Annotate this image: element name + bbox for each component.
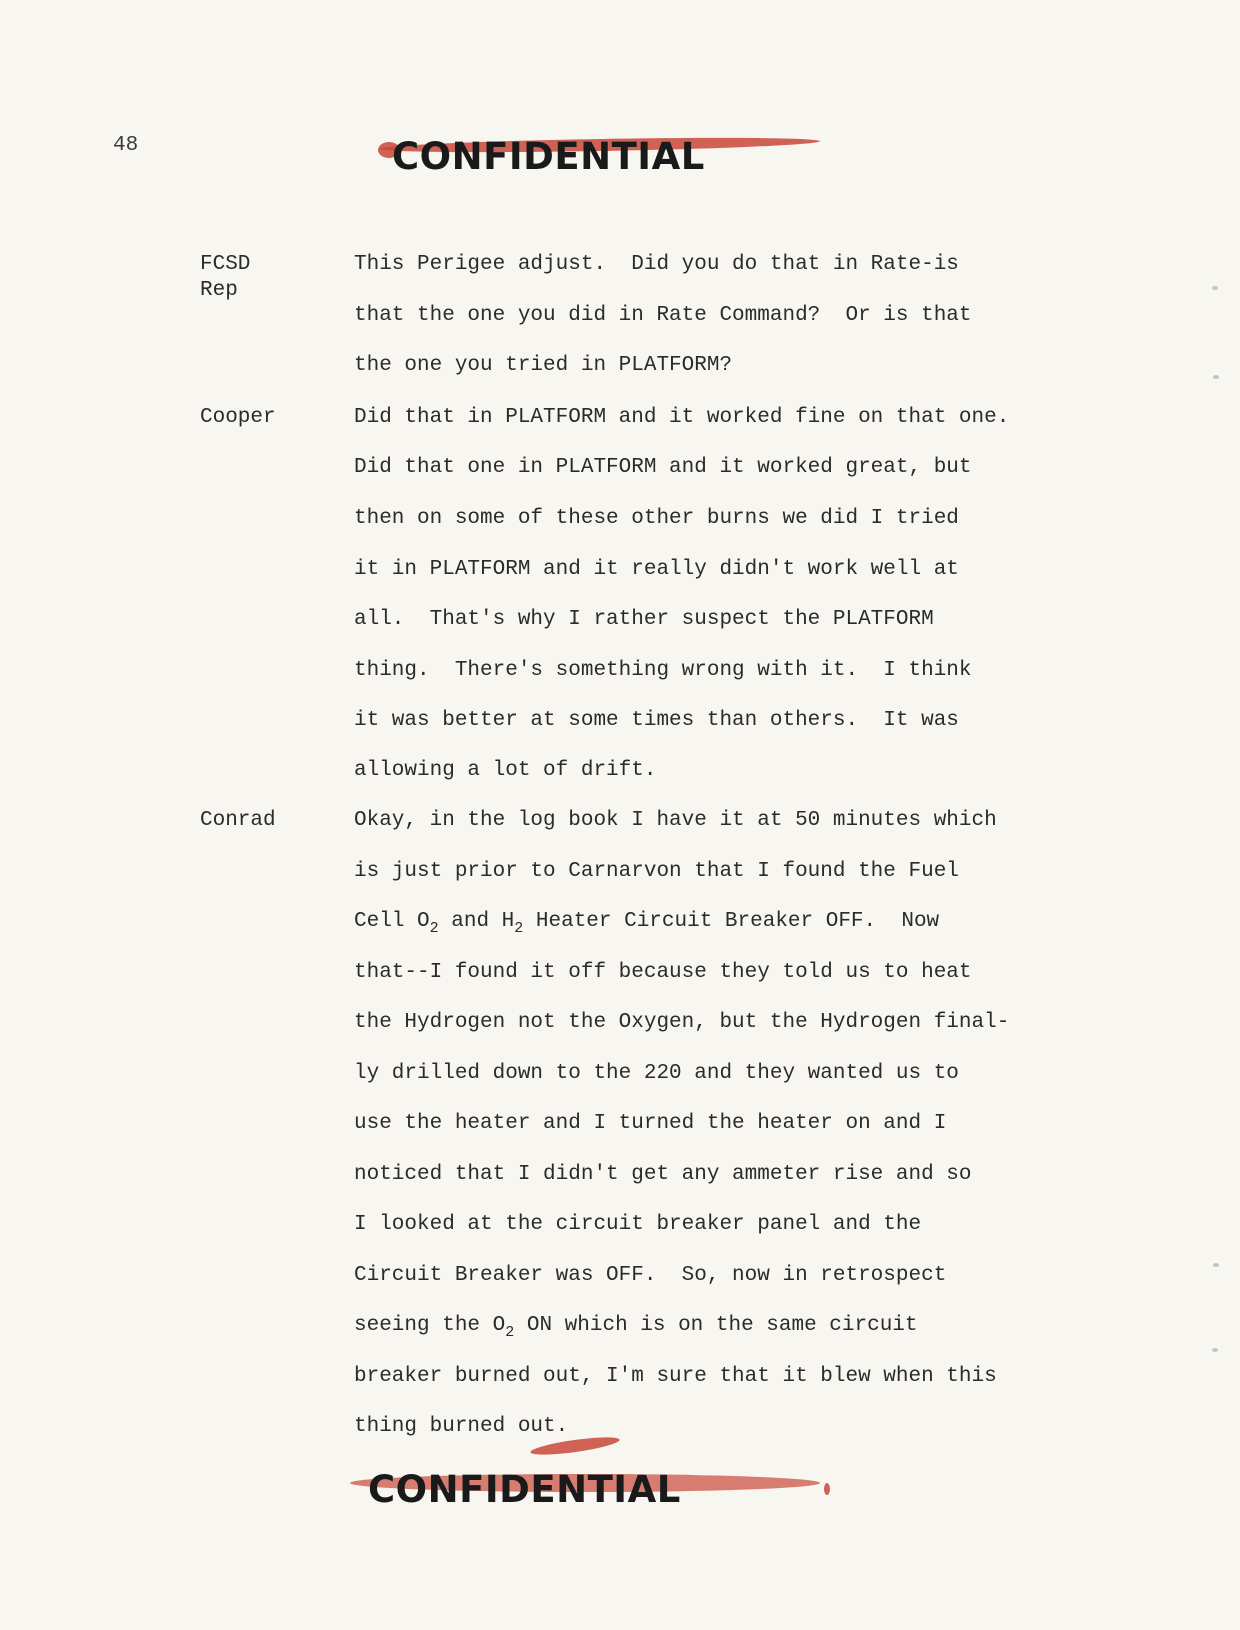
- transcript-line: Okay, in the log book I have it at 50 minutes which: [354, 809, 997, 832]
- transcript-line: This Perigee adjust. Did you do that in Rate-is: [354, 253, 959, 276]
- transcript-line: then on some of these other burns we did I tried: [354, 507, 959, 530]
- transcript-line: allowing a lot of drift.: [354, 759, 657, 782]
- transcript-line: Did that one in PLATFORM and it worked great, but: [354, 456, 972, 479]
- transcript-line: it in PLATFORM and it really didn't work well at: [354, 558, 959, 581]
- transcript-line: noticed that I didn't get any ammeter rise and so: [354, 1163, 972, 1186]
- confidential-stamp-top: CONFIDENTIAL: [392, 135, 705, 178]
- speaker-label: FCSD Rep: [200, 253, 251, 302]
- transcript-line: ly drilled down to the 220 and they wanted us to: [354, 1062, 959, 1085]
- transcript-line: Circuit Breaker was OFF. So, now in retrospect: [354, 1264, 947, 1287]
- transcript-line: that--I found it off because they told us to heat: [354, 961, 972, 984]
- transcript-line: the one you tried in PLATFORM?: [354, 354, 733, 377]
- confidential-stamp-bottom: CONFIDENTIAL: [368, 1468, 681, 1511]
- transcript-line: all. That's why I rather suspect the PLATFORM: [354, 608, 934, 631]
- transcript-line: it was better at some times than others. It was: [354, 709, 959, 732]
- subscript: 2: [429, 920, 439, 937]
- transcript-line: Cell $O_2$ and $H_2$ Heater Circuit Breaker OFF. Now: [354, 910, 940, 937]
- margin-smudge: [1212, 286, 1218, 290]
- transcript-line: is just prior to Carnarvon that I found the Fuel: [354, 860, 959, 883]
- page-number: 48: [113, 134, 139, 157]
- transcript-line: breaker burned out, I'm sure that it blew when this: [354, 1365, 997, 1388]
- transcript-line: I looked at the circuit breaker panel and the: [354, 1213, 922, 1236]
- transcript-line: that the one you did in Rate Command? Or is that: [354, 304, 972, 327]
- speaker-label: Cooper: [200, 406, 276, 429]
- margin-smudge: [1213, 375, 1219, 379]
- speaker-label: Conrad: [200, 809, 276, 832]
- red-marker-stroke-bottom-tip: [824, 1483, 830, 1495]
- transcript-line: Did that in PLATFORM and it worked fine on that one.: [354, 406, 1010, 429]
- subscript: 2: [505, 1324, 515, 1341]
- subscript: 2: [514, 920, 524, 937]
- transcript-line: thing. There's something wrong with it. I think: [354, 659, 972, 682]
- transcript-line: seeing the $O_2$ ON which is on the same circuit: [354, 1314, 918, 1341]
- transcript-line: thing burned out.: [354, 1415, 569, 1438]
- transcript-line: use the heater and I turned the heater on and I: [354, 1112, 947, 1135]
- transcript-line: the Hydrogen not the Oxygen, but the Hydrogen final-: [354, 1011, 1010, 1034]
- margin-smudge: [1212, 1348, 1218, 1352]
- margin-smudge: [1213, 1263, 1219, 1267]
